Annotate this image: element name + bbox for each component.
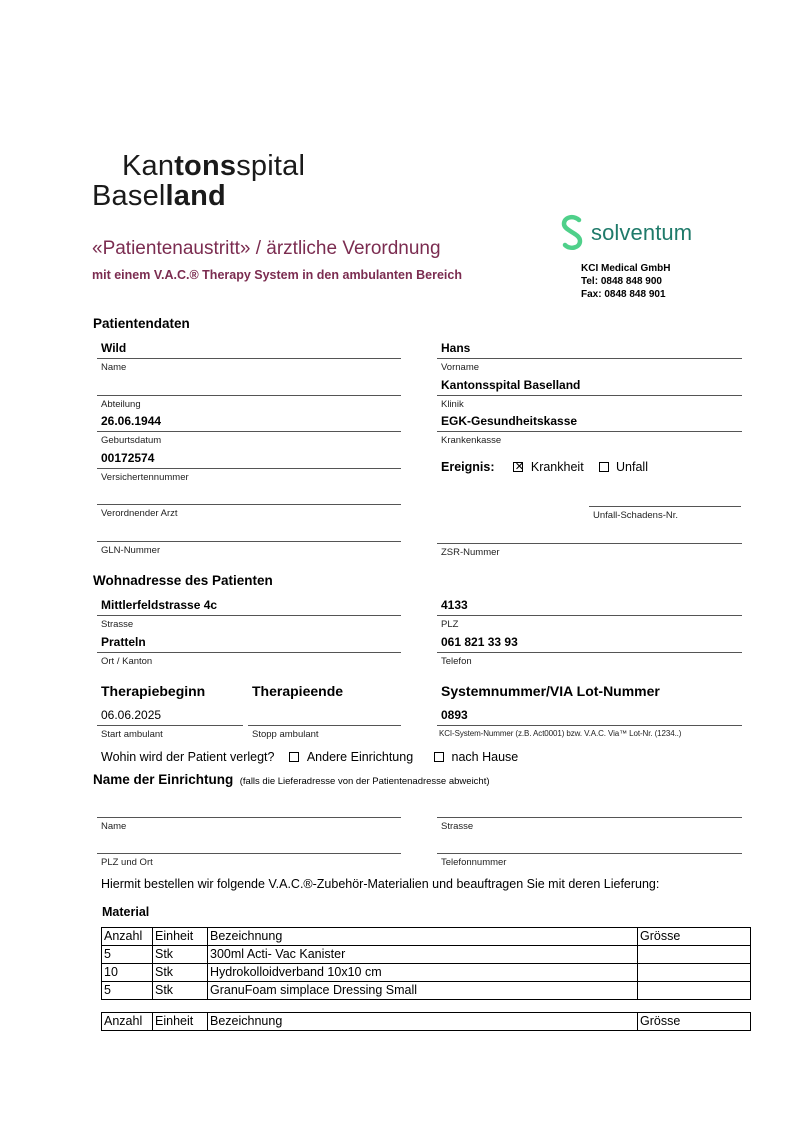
system-value[interactable]: 0893 [441,708,468,722]
gln-line[interactable] [97,541,401,542]
cell-anzahl[interactable]: 5 [102,946,153,964]
solventum-wordmark: solventum [591,220,693,245]
cell-groesse[interactable] [638,964,751,982]
unfall-nr-line[interactable] [589,506,741,507]
krankheit-checkbox[interactable] [513,462,523,472]
plz-line [437,615,742,616]
system-line [437,725,742,726]
nach-hause-checkbox[interactable] [434,752,444,762]
vorname-line [437,358,742,359]
krankheit-label: Krankheit [530,460,584,474]
arzt-label: Verordnender Arzt [101,508,178,519]
einrichtung-plz-label: PLZ und Ort [101,857,153,868]
solventum-mark-icon [557,214,587,252]
krankenkasse-label: Krankenkasse [441,435,502,446]
cell-bezeichnung[interactable]: GranuFoam simplace Dressing Small [208,982,638,1000]
solventum-logo [557,213,692,253]
plz-label: PLZ [441,619,459,630]
order-text: Hiermit bestellen wir folgende V.A.C.®-Zubehör-Materialien und beauftragen Sie mit deren Lieferung: [101,877,660,891]
cell-anzahl[interactable]: 10 [102,964,153,982]
ort-line [97,652,401,653]
geburtsdatum-label: Geburtsdatum [101,435,162,446]
abteilung-line [97,395,401,396]
table-header-row [102,928,751,946]
unfall-nr-label: Unfall-Schadens-Nr. [593,510,679,521]
strasse-line [97,615,401,616]
table-row [102,982,751,1000]
andere-einrichtung-checkbox[interactable] [289,752,299,762]
name-value[interactable]: Wild [101,341,127,355]
ereignis-label: Ereignis: [441,460,495,474]
header-groesse: Grösse [638,1013,751,1031]
table-header-row [102,1013,751,1031]
header-bezeichnung: Bezeichnung [208,1013,638,1031]
ort-label: Ort / Kanton [101,656,153,667]
andere-einrichtung-label: Andere Einrichtung [306,750,414,764]
start-line [97,725,243,726]
cell-bezeichnung[interactable]: 300ml Acti- Vac Kanister [208,946,638,964]
systemnummer-title: Systemnummer/VIA Lot-Nummer [441,683,660,699]
cell-einheit[interactable]: Stk [153,946,208,964]
vorname-value[interactable]: Hans [441,341,471,355]
unfall-label: Unfall [616,460,648,474]
verlegt-group [101,748,518,766]
ort-value[interactable]: Pratteln [101,635,146,649]
material-table-2 [101,1012,751,1031]
table-row [102,964,751,982]
cell-anzahl[interactable]: 5 [102,982,153,1000]
strasse-value[interactable]: Mittlerfeldstrasse 4c [101,598,218,612]
einrichtung-name-line[interactable] [97,817,401,818]
therapiebeginn-title: Therapiebeginn [101,683,206,699]
system-label: KCI-System-Nummer (z.B. Act0001) bzw. V.A.C. Via™ Lot-Nr. (1234..) [439,729,682,738]
vorname-label: Vorname [441,362,480,373]
page-subtitle: mit einem V.A.C.® Therapy System in den ambulanten Bereich [92,268,462,282]
unfall-checkbox[interactable] [599,462,609,472]
krankenkasse-line [437,431,742,432]
einrichtung-strasse-line[interactable] [437,817,742,818]
stop-label: Stopp ambulant [252,729,319,740]
hospital-logo-line1: Kantonsspital [122,150,306,182]
plz-value[interactable]: 4133 [441,598,468,612]
table-row [102,946,751,964]
geburtsdatum-line [97,431,401,432]
section-wohnadresse: Wohnadresse des Patienten [93,573,273,588]
telefon-label: Telefon [441,656,472,667]
einrichtung-telefon-line[interactable] [437,853,742,854]
einrichtung-plz-line[interactable] [97,853,401,854]
stop-line [248,725,401,726]
abteilung-label: Abteilung [101,399,141,410]
hospital-logo-line2: Baselland [92,180,226,212]
cell-bezeichnung[interactable]: Hydrokolloidverband 10x10 cm [208,964,638,982]
nach-hause-label: nach Hause [451,750,519,764]
start-value[interactable]: 06.06.2025 [101,708,162,722]
section-einrichtung [93,771,490,789]
name-line [97,358,401,359]
einrichtung-title: Name der Einrichtung [93,772,234,787]
header-bezeichnung: Bezeichnung [208,928,638,946]
geburtsdatum-value[interactable]: 26.06.1944 [101,414,162,428]
einrichtung-note: (falls die Lieferadresse von der Patientenadresse abweicht) [239,776,490,787]
klinik-label: Klinik [441,399,464,410]
cell-groesse[interactable] [638,946,751,964]
header-einheit: Einheit [153,928,208,946]
versichertennummer-value[interactable]: 00172574 [101,451,155,465]
arzt-line[interactable] [97,504,401,505]
strasse-label: Strasse [101,619,134,630]
start-label: Start ambulant [101,729,163,740]
cell-groesse[interactable] [638,982,751,1000]
ereignis-group [441,458,648,476]
klinik-value[interactable]: Kantonsspital Baselland [441,378,581,392]
header-anzahl: Anzahl [102,928,153,946]
verlegt-question: Wohin wird der Patient verlegt? [101,750,275,764]
header-groesse: Grösse [638,928,751,946]
versichertennummer-label: Versichertennummer [101,472,189,483]
header-einheit: Einheit [153,1013,208,1031]
material-table [101,927,751,1000]
einrichtung-telefon-label: Telefonnummer [441,857,507,868]
versichertennummer-line [97,468,401,469]
section-patientendaten: Patientendaten [93,316,190,331]
telefon-line [437,652,742,653]
krankenkasse-value[interactable]: EGK-Gesundheitskasse [441,414,578,428]
gln-label: GLN-Nummer [101,545,161,556]
telefon-value[interactable]: 061 821 33 93 [441,635,518,649]
zsr-line[interactable] [437,543,742,544]
page-title: «Patientenaustritt» / ärztliche Verordnung [92,238,441,259]
material-title: Material [102,905,150,919]
kci-contact: KCI Medical GmbH Tel: 0848 848 900 Fax: 0848 848 901 [581,263,671,300]
zsr-label: ZSR-Nummer [441,547,500,558]
cell-einheit[interactable]: Stk [153,964,208,982]
einrichtung-name-label: Name [101,821,127,832]
name-label: Name [101,362,127,373]
einrichtung-strasse-label: Strasse [441,821,474,832]
header-anzahl: Anzahl [102,1013,153,1031]
cell-einheit[interactable]: Stk [153,982,208,1000]
klinik-line [437,395,742,396]
therapieende-title: Therapieende [252,683,344,699]
